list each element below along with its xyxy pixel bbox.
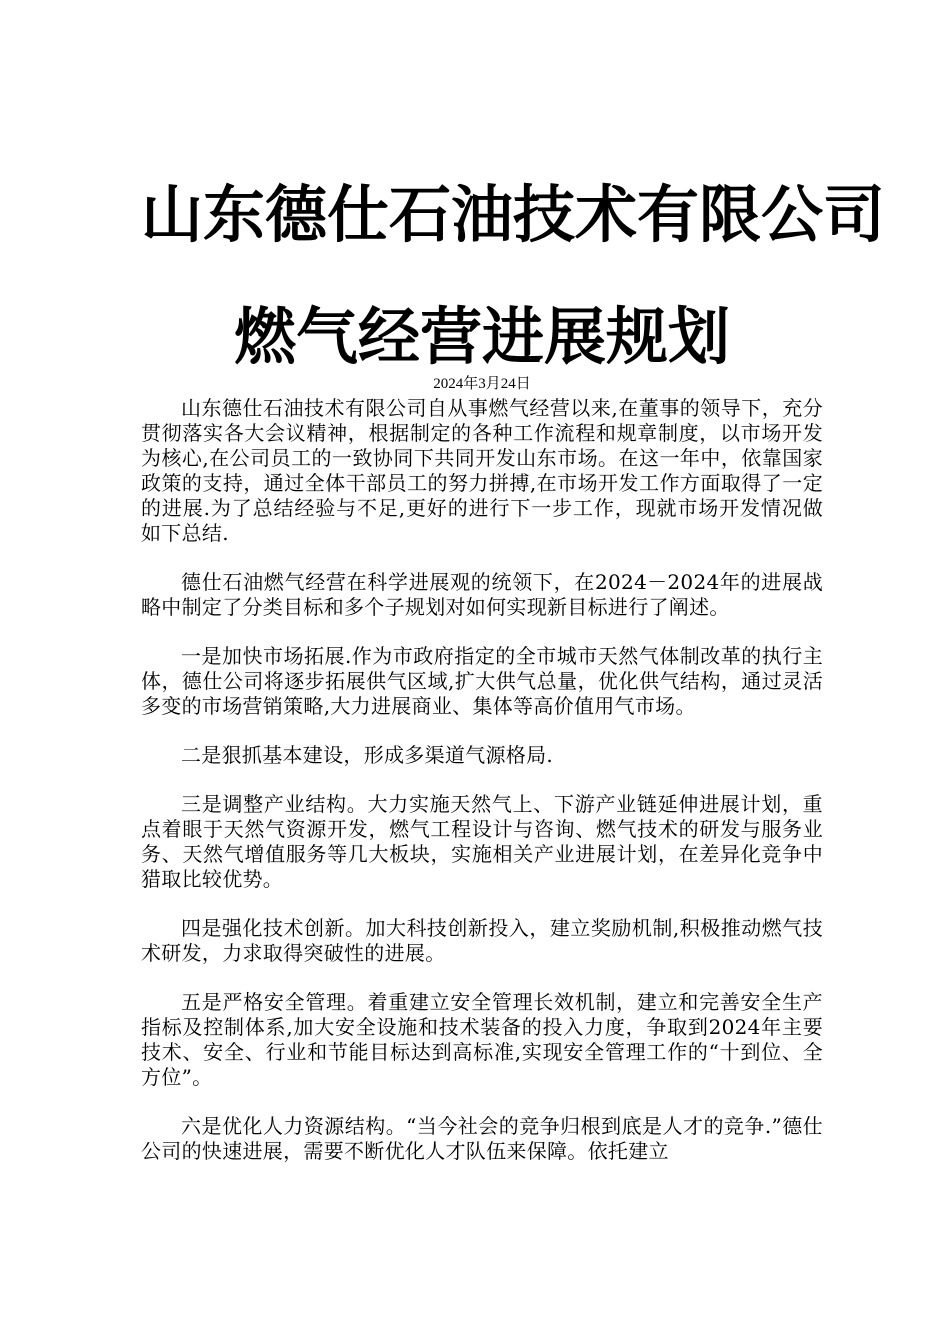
paragraph-intro: 山东德仕石油技术有限公司自从事燃气经营以来,在董事的领导下，充分贯彻落实各大会议精神，根据制定的各种工作流程和规章制度，以市场开发为核心,在公司员工的一致协同下共同开发山东市场。在这一年中，依靠国家政策的支持，通过全体干部员工的努力拼搏,在市场开发工作方面取得了一定的进展.为了总结经验与不足,更好的进行下一步工作，现就市场开发情况做如下总结. [141, 396, 823, 545]
document-body [141, 396, 823, 1188]
document-title-line-1: 山东德仕石油技术有限公司 [141, 178, 886, 251]
paragraph-point-4: 四是强化技术创新。加大科技创新投入，建立奖励机制,积极推动燃气技术研发，力求取得突破性的进展。 [141, 916, 823, 965]
paragraph-point-3: 三是调整产业结构。大力实施天然气上、下游产业链延伸进展计划，重点着眼于天然气资源开发，燃气工程设计与咨询、燃气技术的研发与服务业务、天然气增值服务等几大板块，实施相关产业进展计划，在差异化竞争中猎取比较优势。 [141, 792, 823, 891]
paragraph-point-2: 二是狠抓基本建设，形成多渠道气源格局. [181, 743, 554, 767]
paragraph-point-1: 一是加快市场拓展.作为市政府指定的全市城市天然气体制改革的执行主体，德仕公司将逐步拓展供气区域,扩大供气总量，优化供气结构，通过灵活多变的市场营销策略,大力进展商业、集体等高价值用气市场。 [141, 644, 823, 718]
paragraph-point-6: 六是优化人力资源结构。“当今社会的竞争归根到底是人才的竞争.”德仕公司的快速进展，需要不断优化人才队伍来保障。依托建立 [141, 1114, 823, 1163]
paragraph-strategy: 德仕石油燃气经营在科学进展观的统领下，在2024－2024年的进展战略中制定了分类目标和多个子规划对如何实现新目标进行了阐述。 [141, 570, 823, 619]
paragraph-point-5: 五是严格安全管理。着重建立安全管理长效机制，建立和完善安全生产指标及控制体系,加大安全设施和技术装备的投入力度，争取到2024年主要技术、安全、行业和节能目标达到高标准,实现安全管理工作的“十到位、全方位”。 [141, 990, 823, 1089]
document-date: 2024年3月24日 [433, 376, 531, 392]
document-title-line-2: 燃气经营进展规划 [233, 300, 730, 373]
